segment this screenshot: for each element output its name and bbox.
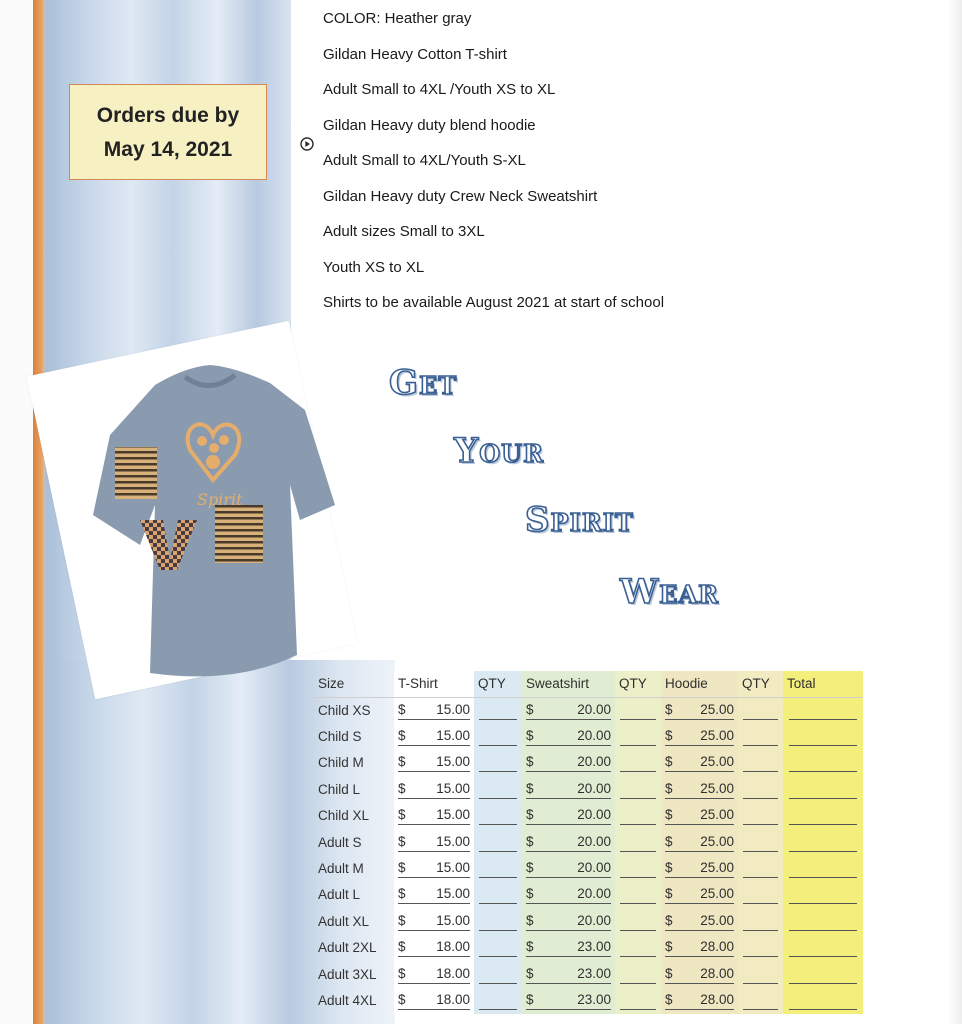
info-line-color: COLOR: Heather gray <box>323 10 472 27</box>
hoodie-price-cell <box>661 855 738 881</box>
tshirt-qty-field[interactable] <box>474 908 522 934</box>
slogan-word-get: Get <box>389 363 458 403</box>
currency-sign: $ <box>398 780 406 796</box>
size-cell: Child S <box>318 729 362 745</box>
table-row <box>313 803 863 829</box>
page-edge-shadow <box>948 0 962 1024</box>
tshirt-qty-field[interactable] <box>474 987 522 1013</box>
sweatshirt-qty-field[interactable] <box>615 697 661 723</box>
tshirt-price-cell <box>394 908 474 934</box>
table-row <box>313 723 863 749</box>
currency-sign: $ <box>526 939 534 955</box>
tshirt-price-cell <box>394 750 474 776</box>
currency-sign: $ <box>665 912 673 928</box>
hoodie-price-cell <box>661 776 738 802</box>
currency-sign: $ <box>665 991 673 1007</box>
price-hoodie: 25.00 <box>700 728 734 744</box>
currency-sign: $ <box>398 965 406 981</box>
tshirt-price-cell <box>394 961 474 987</box>
size-cell: Adult 4XL <box>318 992 377 1008</box>
size-cell: Child XS <box>318 702 371 718</box>
currency-sign: $ <box>398 912 406 928</box>
table-row <box>313 829 863 855</box>
play-icon[interactable] <box>300 137 314 151</box>
tshirt-price-cell <box>394 803 474 829</box>
love-tshirt-image <box>85 355 341 695</box>
hoodie-price-cell <box>661 829 738 855</box>
order-deadline-box <box>69 84 267 180</box>
price-tshirt: 18.00 <box>436 965 470 981</box>
currency-sign: $ <box>398 991 406 1007</box>
size-cell: Child XL <box>318 808 370 824</box>
sweatshirt-price-cell <box>522 750 615 776</box>
hoodie-qty-field[interactable] <box>738 855 783 881</box>
currency-sign: $ <box>526 912 534 928</box>
sweatshirt-price-cell <box>522 935 615 961</box>
table-row <box>313 961 863 987</box>
price-hoodie: 28.00 <box>700 939 734 955</box>
tshirt-qty-field[interactable] <box>474 750 522 776</box>
slogan-word-spirit: Spirit <box>525 500 634 540</box>
sweatshirt-qty-field[interactable] <box>615 908 661 934</box>
currency-sign: $ <box>665 728 673 744</box>
total-field[interactable] <box>783 723 863 749</box>
size-cell: Adult XL <box>318 913 370 929</box>
price-tshirt: 15.00 <box>436 912 470 928</box>
price-tshirt: 15.00 <box>436 754 470 770</box>
sweatshirt-price-cell <box>522 882 615 908</box>
info-line-hoodie: Gildan Heavy duty blend hoodie <box>323 116 536 134</box>
tshirt-qty-field[interactable] <box>474 697 522 723</box>
currency-sign: $ <box>526 860 534 876</box>
table-row <box>313 935 863 961</box>
currency-sign: $ <box>398 886 406 902</box>
price-tshirt: 18.00 <box>436 991 470 1007</box>
hoodie-qty-field[interactable] <box>738 829 783 855</box>
deadline-line-1: Orders due by <box>96 104 240 127</box>
info-line-tshirt-sizes: Adult Small to 4XL /Youth XS to XL <box>323 81 556 98</box>
currency-sign: $ <box>398 807 406 823</box>
hoodie-qty-field[interactable] <box>738 961 783 987</box>
info-line-sweatshirt-youth-sizes: Youth XS to XL <box>323 258 425 276</box>
tshirt-qty-field[interactable] <box>474 776 522 802</box>
currency-sign: $ <box>526 728 534 744</box>
price-hoodie: 25.00 <box>700 833 734 849</box>
tshirt-qty-field[interactable] <box>474 855 522 881</box>
size-cell: Adult S <box>318 834 362 850</box>
sweatshirt-qty-field[interactable] <box>615 750 661 776</box>
table-row <box>313 908 863 934</box>
price-sweatshirt: 23.00 <box>577 965 611 981</box>
currency-sign: $ <box>665 886 673 902</box>
header-qty-hoodie: QTY <box>738 671 783 697</box>
currency-sign: $ <box>398 939 406 955</box>
price-tshirt: 15.00 <box>436 833 470 849</box>
hoodie-qty-field[interactable] <box>738 750 783 776</box>
total-field[interactable] <box>783 961 863 987</box>
price-sweatshirt: 20.00 <box>577 780 611 796</box>
currency-sign: $ <box>398 728 406 744</box>
tshirt-qty-field[interactable] <box>474 961 522 987</box>
header-hoodie: Hoodie <box>661 671 738 697</box>
sweatshirt-qty-field[interactable] <box>615 855 661 881</box>
tshirt-price-cell <box>394 987 474 1013</box>
sweatshirt-qty-field[interactable] <box>615 829 661 855</box>
size-cell: Adult M <box>318 861 364 877</box>
price-sweatshirt: 23.00 <box>577 939 611 955</box>
sweatshirt-price-cell <box>522 803 615 829</box>
total-field[interactable] <box>783 935 863 961</box>
sweatshirt-qty-field[interactable] <box>615 882 661 908</box>
hoodie-price-cell <box>661 697 738 723</box>
currency-sign: $ <box>665 833 673 849</box>
currency-sign: $ <box>398 833 406 849</box>
hoodie-qty-field[interactable] <box>738 803 783 829</box>
deadline-line-2: May 14, 2021 <box>103 138 233 161</box>
currency-sign: $ <box>526 991 534 1007</box>
sweatshirt-qty-field[interactable] <box>615 961 661 987</box>
price-tshirt: 15.00 <box>436 701 470 717</box>
size-cell: Adult 3XL <box>318 966 377 982</box>
currency-sign: $ <box>398 701 406 717</box>
price-hoodie: 25.00 <box>700 780 734 796</box>
tshirt-price-cell <box>394 776 474 802</box>
price-sweatshirt: 20.00 <box>577 807 611 823</box>
orange-accent-strip <box>33 0 45 1024</box>
hoodie-price-cell <box>661 750 738 776</box>
header-tshirt: T-Shirt <box>394 671 474 697</box>
tshirt-price-cell <box>394 697 474 723</box>
price-hoodie: 25.00 <box>700 701 734 717</box>
sweatshirt-price-cell <box>522 697 615 723</box>
sweatshirt-price-cell <box>522 723 615 749</box>
shirt-letter-l <box>115 447 157 499</box>
table-row <box>313 987 863 1013</box>
hoodie-qty-field[interactable] <box>738 697 783 723</box>
info-line-availability: Shirts to be available August 2021 at start of school <box>323 294 665 311</box>
currency-sign: $ <box>526 754 534 770</box>
page-margin <box>0 0 33 1024</box>
price-hoodie: 25.00 <box>700 912 734 928</box>
currency-sign: $ <box>526 701 534 717</box>
currency-sign: $ <box>665 939 673 955</box>
table-header-row <box>313 671 863 697</box>
tshirt-price-cell <box>394 829 474 855</box>
total-field[interactable] <box>783 908 863 934</box>
price-hoodie: 25.00 <box>700 807 734 823</box>
hoodie-price-cell <box>661 961 738 987</box>
hoodie-price-cell <box>661 882 738 908</box>
header-qty-tshirt: QTY <box>474 671 522 697</box>
tshirt-qty-field[interactable] <box>474 935 522 961</box>
total-field[interactable] <box>783 829 863 855</box>
table-row <box>313 882 863 908</box>
hoodie-price-cell <box>661 987 738 1013</box>
table-row <box>313 776 863 802</box>
total-field[interactable] <box>783 750 863 776</box>
total-field[interactable] <box>783 855 863 881</box>
info-line-tshirt: Gildan Heavy Cotton T-shirt <box>323 45 507 63</box>
sweatshirt-qty-field[interactable] <box>615 803 661 829</box>
price-sweatshirt: 20.00 <box>577 728 611 744</box>
hoodie-price-cell <box>661 803 738 829</box>
table-row <box>313 855 863 881</box>
currency-sign: $ <box>526 780 534 796</box>
sweatshirt-price-cell <box>522 908 615 934</box>
hoodie-price-cell <box>661 723 738 749</box>
header-sweatshirt: Sweatshirt <box>522 671 615 697</box>
tshirt-qty-field[interactable] <box>474 829 522 855</box>
shirt-letter-e <box>215 505 263 563</box>
price-tshirt: 15.00 <box>436 860 470 876</box>
hoodie-price-cell <box>661 935 738 961</box>
hoodie-qty-field[interactable] <box>738 882 783 908</box>
price-tshirt: 15.00 <box>436 807 470 823</box>
sweatshirt-price-cell <box>522 855 615 881</box>
table-row <box>313 697 863 723</box>
slogan-word-wear: Wear <box>620 572 720 612</box>
sweatshirt-qty-field[interactable] <box>615 723 661 749</box>
currency-sign: $ <box>665 965 673 981</box>
currency-sign: $ <box>665 701 673 717</box>
price-tshirt: 15.00 <box>436 780 470 796</box>
size-cell: Adult 2XL <box>318 940 377 956</box>
tshirt-price-cell <box>394 882 474 908</box>
hoodie-qty-field[interactable] <box>738 987 783 1013</box>
currency-sign: $ <box>526 965 534 981</box>
currency-sign: $ <box>526 833 534 849</box>
sweatshirt-qty-field[interactable] <box>615 776 661 802</box>
price-tshirt: 18.00 <box>436 939 470 955</box>
price-sweatshirt: 20.00 <box>577 886 611 902</box>
price-hoodie: 25.00 <box>700 754 734 770</box>
size-cell: Adult L <box>318 887 361 903</box>
currency-sign: $ <box>665 807 673 823</box>
shirt-script-word: Spirit <box>197 490 243 509</box>
price-hoodie: 25.00 <box>700 886 734 902</box>
currency-sign: $ <box>526 807 534 823</box>
slogan-word-your: Your <box>454 431 545 471</box>
info-line-sweatshirt-adult-sizes: Adult sizes Small to 3XL <box>323 223 485 240</box>
total-field[interactable] <box>783 776 863 802</box>
size-cell: Child L <box>318 781 361 797</box>
price-sweatshirt: 20.00 <box>577 701 611 717</box>
hoodie-price-cell <box>661 908 738 934</box>
price-sweatshirt: 20.00 <box>577 912 611 928</box>
price-sweatshirt: 20.00 <box>577 860 611 876</box>
price-sweatshirt: 20.00 <box>577 833 611 849</box>
header-total: Total <box>783 671 863 697</box>
header-size: Size <box>318 676 345 692</box>
currency-sign: $ <box>665 860 673 876</box>
currency-sign: $ <box>526 886 534 902</box>
currency-sign: $ <box>398 754 406 770</box>
tshirt-qty-field[interactable] <box>474 803 522 829</box>
sweatshirt-qty-field[interactable] <box>615 935 661 961</box>
hoodie-qty-field[interactable] <box>738 776 783 802</box>
sweatshirt-price-cell <box>522 961 615 987</box>
currency-sign: $ <box>665 780 673 796</box>
currency-sign: $ <box>665 754 673 770</box>
currency-sign: $ <box>398 860 406 876</box>
price-tshirt: 15.00 <box>436 886 470 902</box>
size-cell: Child M <box>318 755 364 771</box>
price-sweatshirt: 23.00 <box>577 991 611 1007</box>
price-tshirt: 15.00 <box>436 728 470 744</box>
sweatshirt-price-cell <box>522 987 615 1013</box>
sweatshirt-price-cell <box>522 829 615 855</box>
product-info-list <box>323 9 664 329</box>
price-hoodie: 25.00 <box>700 860 734 876</box>
hoodie-qty-field[interactable] <box>738 723 783 749</box>
info-line-sweatshirt: Gildan Heavy duty Crew Neck Sweatshirt <box>323 187 598 205</box>
price-hoodie: 28.00 <box>700 965 734 981</box>
tshirt-price-cell <box>394 935 474 961</box>
header-qty-sweatshirt: QTY <box>615 671 661 697</box>
tshirt-qty-field[interactable] <box>474 882 522 908</box>
tshirt-price-cell <box>394 855 474 881</box>
tshirt-price-cell <box>394 723 474 749</box>
total-field[interactable] <box>783 697 863 723</box>
sweatshirt-qty-field[interactable] <box>615 987 661 1013</box>
tshirt-qty-field[interactable] <box>474 723 522 749</box>
hoodie-qty-field[interactable] <box>738 935 783 961</box>
total-field[interactable] <box>783 987 863 1013</box>
total-field[interactable] <box>783 803 863 829</box>
sweatshirt-price-cell <box>522 776 615 802</box>
price-hoodie: 28.00 <box>700 991 734 1007</box>
table-row <box>313 750 863 776</box>
order-form-table <box>313 671 863 1014</box>
price-sweatshirt: 20.00 <box>577 754 611 770</box>
total-field[interactable] <box>783 882 863 908</box>
info-line-hoodie-sizes: Adult Small to 4XL/Youth S-XL <box>323 152 526 169</box>
hoodie-qty-field[interactable] <box>738 908 783 934</box>
